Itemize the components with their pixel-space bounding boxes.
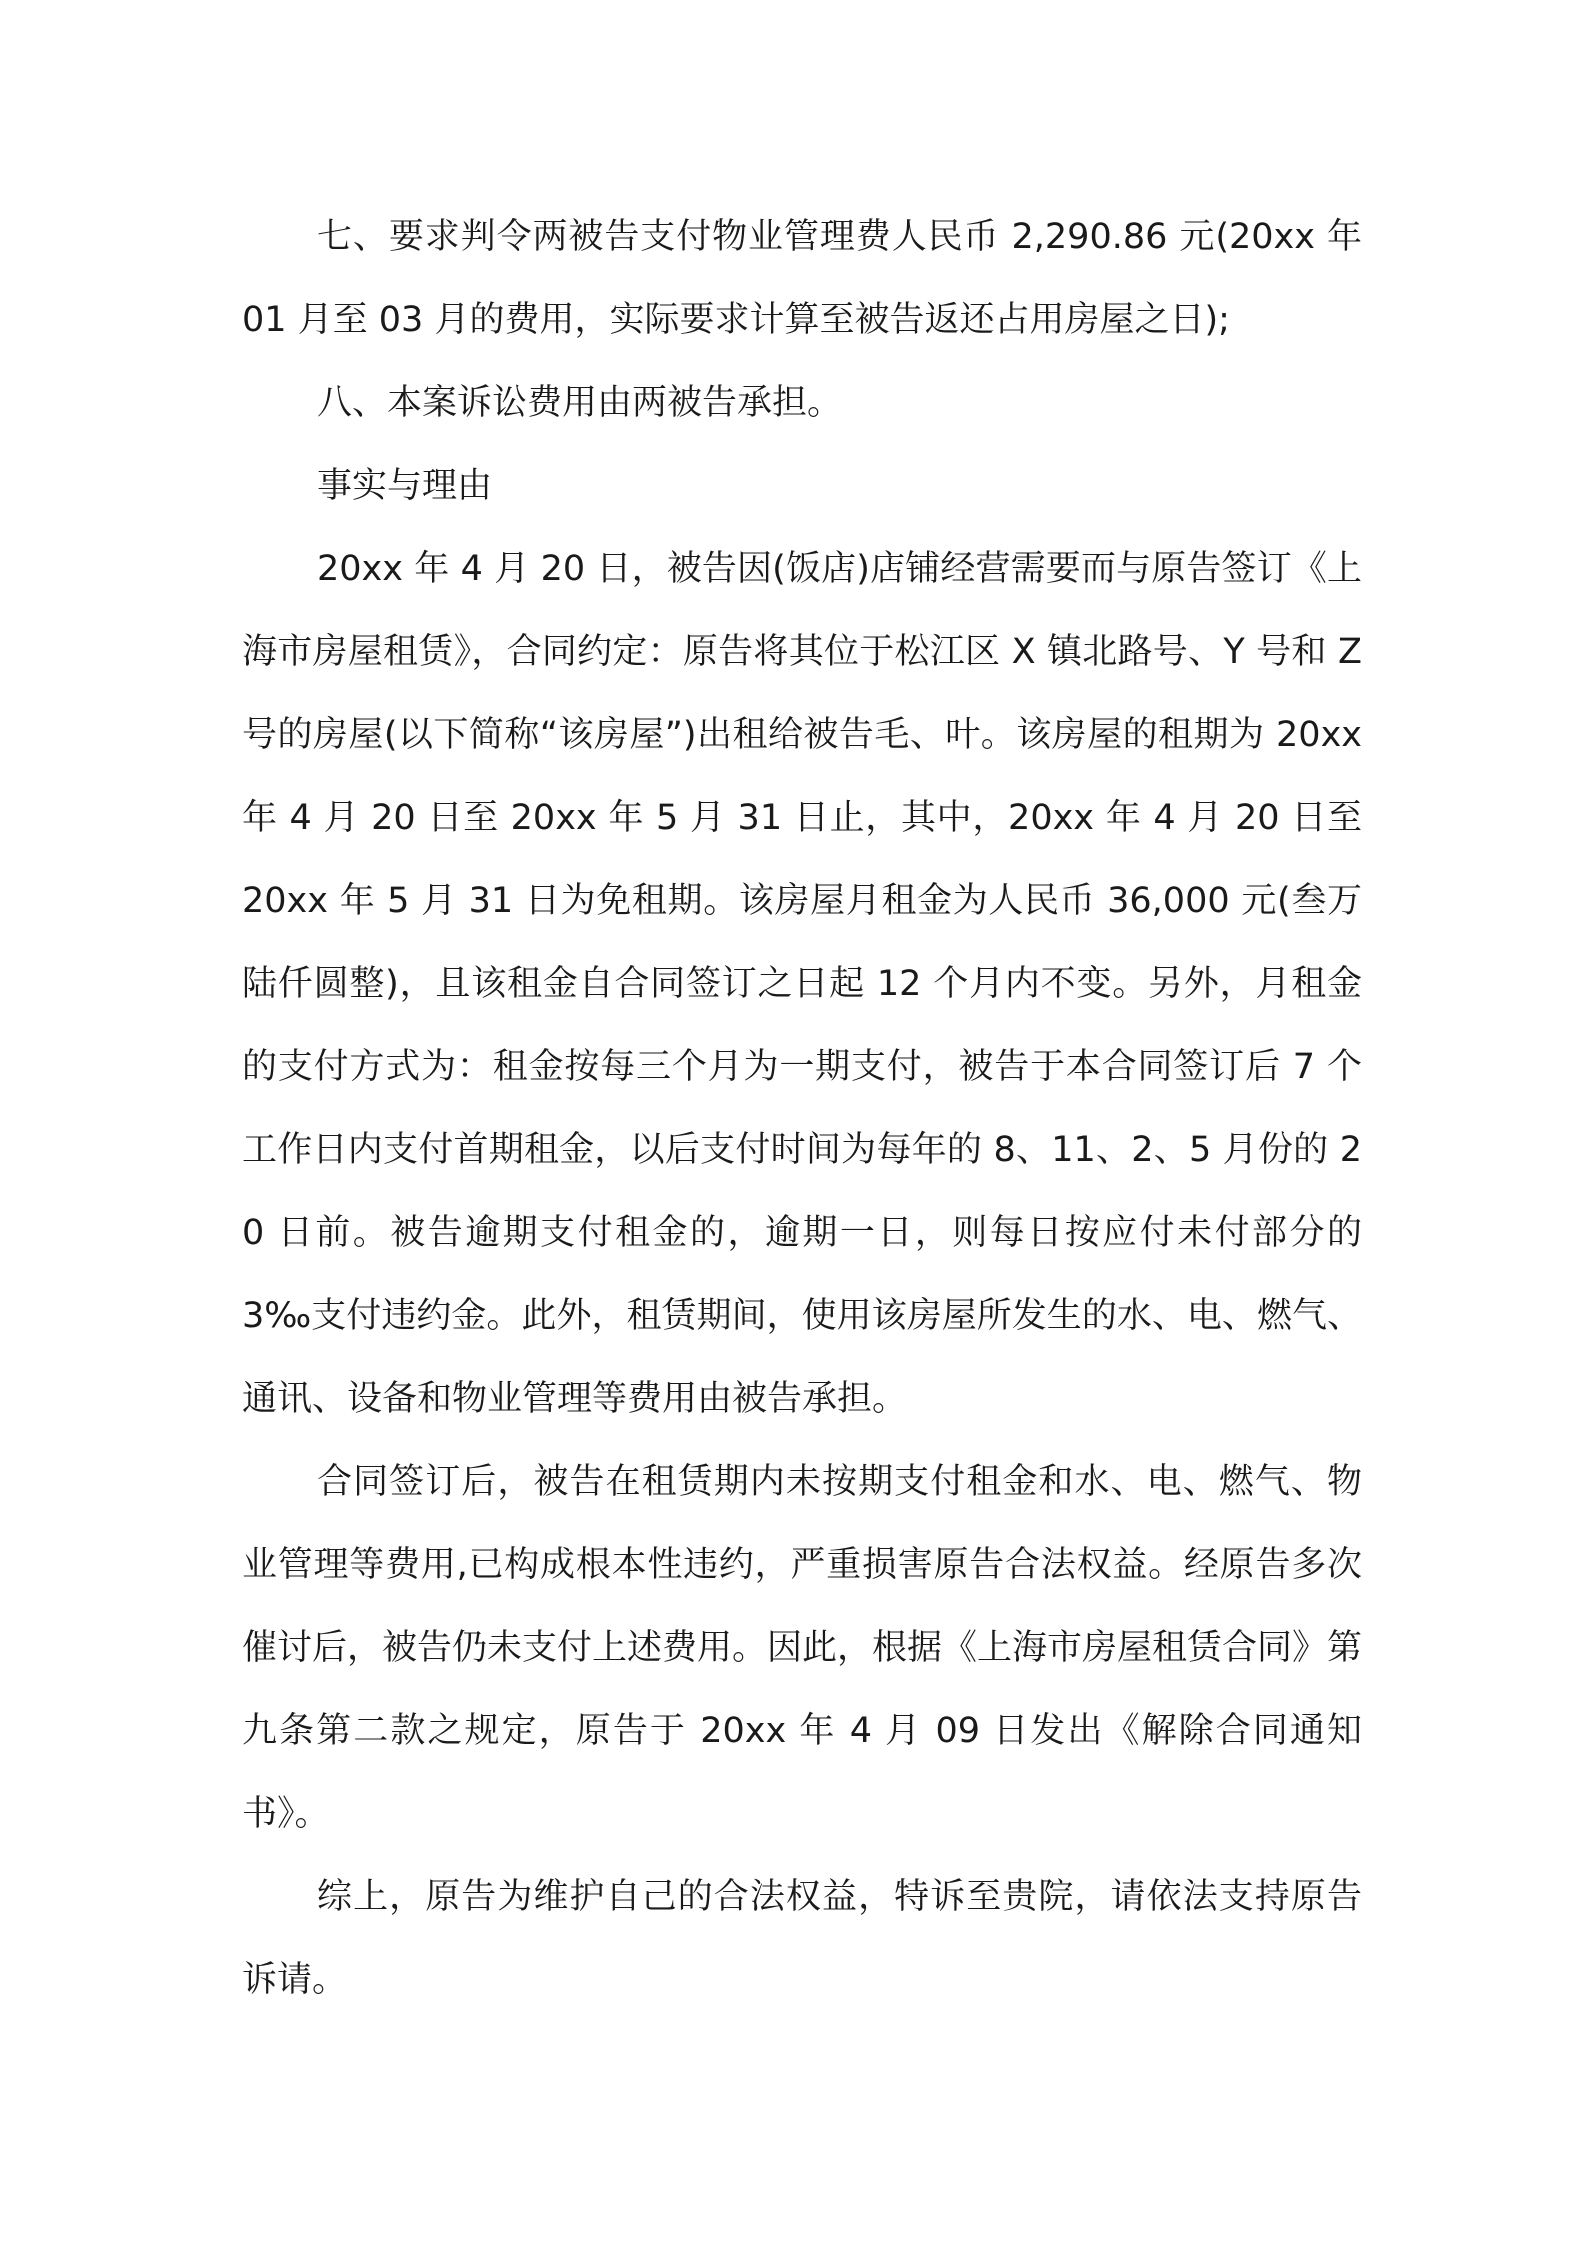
facts-paragraph-breach: 合同签订后，被告在租赁期内未按期支付租金和水、电、燃气、物业管理等费用,已构成根本性违约，严重损害原告合法权益。经原告多次催讨后，被告仍未支付上述费用。因此，根据《上海市房屋租赁合同》第九条第二款之规定，原告于 20xx 年 4 月 09 日发出《解除合同通知书》。 [242, 1462, 1363, 1834]
claim-item-seven: 七、要求判令两被告支付物业管理费人民币 2,290.86 元(20xx 年 01 月至 03 月的费用，实际要求计算至被告返还占用房屋之日); [242, 217, 1362, 340]
conclusion-paragraph: 综上，原告为维护自己的合法权益，特诉至贵院，请依法支持原告诉请。 [242, 1877, 1362, 2000]
section-heading-facts-and-reasons: 事实与理由 [317, 466, 493, 506]
document-body [242, 196, 1362, 2022]
facts-paragraph-lease: 20xx 年 4 月 20 日，被告因(饭店)店铺经营需要而与原告签订《上海市房屋租赁》，合同约定：原告将其位于松江区 X 镇北路号、Y 号和 Z 号的房屋(以下简称“该房屋”)出租给被告毛、叶。该房屋的租期为 20xx 年 4 月 20 日至 20xx 年 5 月 31 日止，其中，20xx 年 4 月 20 日至 20xx 年 5 月 31 日为免租期。该房屋月租金为人民币 36,000 元(叁万陆仟圆整)，且该租金自合同签订之日起 12 个月内不变。另外，月租金的支付方式为：租金按每三个月为一期支付，被告于本合同签订后 7 个工作日内支付首期租金，以后支付时间为每年的 8、11、2、5 月份的 20 日前。被告逾期支付租金的，逾期一日，则每日按应付未付部分的 3‰支付违约金。此外，租赁期间，使用该房屋所发生的水、电、燃气、通讯、设备和物业管理等费用由被告承担。 [242, 549, 1362, 1419]
claim-item-eight: 八、本案诉讼费用由两被告承担。 [317, 383, 843, 423]
